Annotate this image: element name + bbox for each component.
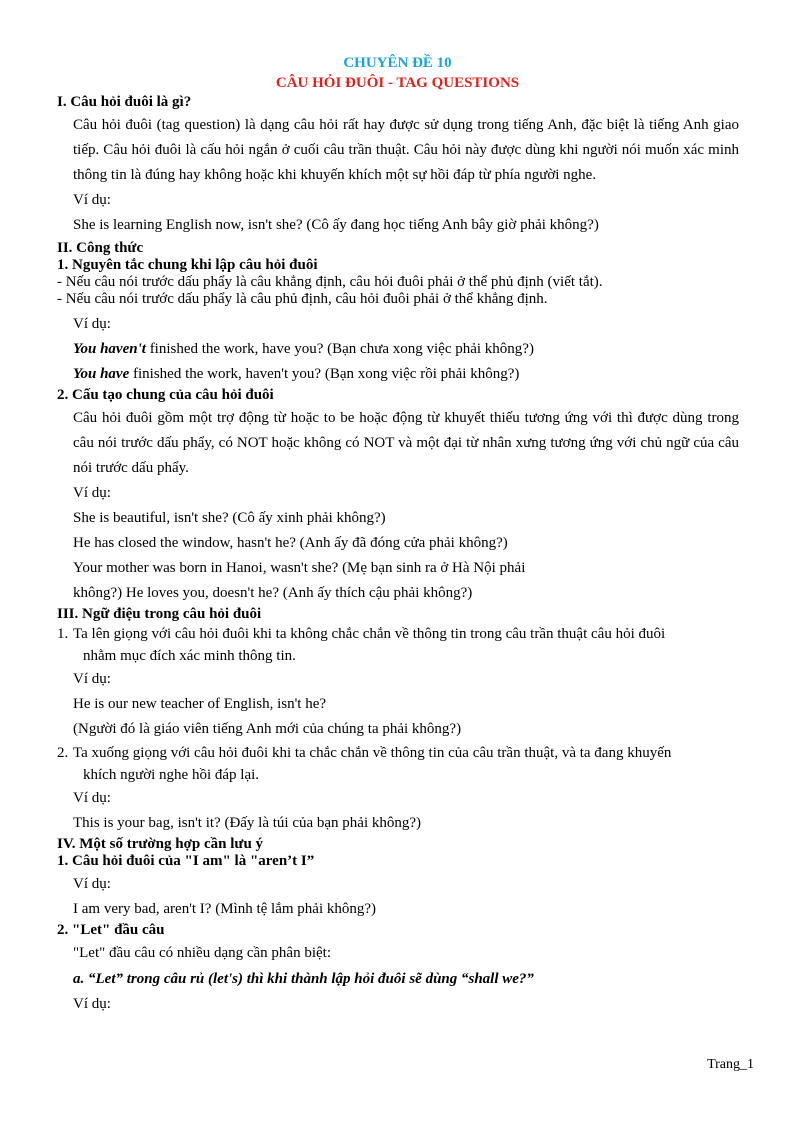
example-subject: You have — [73, 366, 130, 382]
intonation-rule-1 — [57, 623, 739, 667]
example-sentence: She is beautiful, isn't she? (Cô ấy xinh phải không?) — [73, 510, 386, 526]
list-text-continued: nhằm mục đích xác minh thông tin. — [83, 648, 296, 664]
example-translation: (Người đó là giáo viên tiếng Anh mới của chúng ta phải không?) — [73, 721, 462, 737]
section-4-sub-1: 1. Câu hỏi đuôi của "I am" là "aren’t I” — [57, 853, 315, 869]
example-sentence: He is our new teacher of English, isn't he? — [73, 696, 327, 712]
example-rest: finished the work, have you? (Bạn chưa xong việc phải không?) — [145, 341, 534, 357]
example-subject: You haven't — [73, 341, 146, 357]
title-topic: CHUYÊN ĐỀ 10 — [343, 55, 452, 71]
example-sentence — [57, 362, 739, 387]
page-number: Trang_1 — [707, 1057, 754, 1072]
section-4-sub-2: 2. "Let" đầu câu — [57, 922, 165, 938]
list-text-continued: khích người nghe hồi đáp lại. — [83, 767, 260, 783]
list-text: Ta xuống giọng với câu hỏi đuôi khi ta chắc chắn về thông tin của câu trần thuật, và ta đang khuyến — [73, 745, 672, 761]
example-label: Ví dụ: — [73, 316, 111, 332]
section-1-paragraph: Câu hỏi đuôi (tag question) là dạng câu hỏi rất hay được sử dụng trong tiếng Anh, đặc biệt là tiếng Anh giao tiếp. Câu hỏi đuôi là cấu hỏi ngắn ở cuối câu trần thuật. Câu hỏi này được dùng khi người nói muốn xác minh thông tin là đúng hay không hoặc khi khuyến khích một sự hồi đáp từ phía người nghe. — [73, 117, 739, 183]
section-4-heading: IV. Một số trường hợp cần lưu ý — [57, 836, 264, 852]
example-label: Ví dụ: — [73, 192, 111, 208]
intonation-rule-2 — [57, 742, 739, 786]
example-label: Ví dụ: — [73, 485, 111, 501]
section-4-paragraph: "Let" đầu câu có nhiều dạng cần phân biệt: — [73, 945, 331, 961]
example-label: Ví dụ: — [73, 790, 111, 806]
example-label: Ví dụ: — [73, 996, 111, 1012]
example-sentence: Your mother was born in Hanoi, wasn't she? (Mẹ bạn sinh ra ở Hà Nội phải — [73, 560, 526, 576]
rule-affirmative: - Nếu câu nói trước dấu phẩy là câu khẳng định, câu hỏi đuôi phải ở thể phủ định (viết tắt). — [57, 274, 603, 290]
example-label: Ví dụ: — [73, 876, 111, 892]
example-sentence: He has closed the window, hasn't he? (Anh ấy đã đóng cửa phải không?) — [73, 535, 508, 551]
list-number: 1. — [57, 626, 69, 642]
section-3-heading: III. Ngữ điệu trong câu hỏi đuôi — [57, 606, 262, 622]
example-label: Ví dụ: — [73, 671, 111, 687]
list-text: Ta lên giọng với câu hỏi đuôi khi ta không chắc chắn về thông tin trong câu trần thuật câu hỏi đuôi — [73, 626, 666, 642]
example-sentence: She is learning English now, isn't she? (Cô ấy đang học tiếng Anh bây giờ phải không?) — [73, 217, 599, 233]
example-sentence: I am very bad, aren't I? (Mình tệ lắm phải không?) — [73, 901, 377, 917]
section-2-heading: II. Công thức — [57, 240, 144, 256]
document-title — [0, 53, 795, 93]
section-2-sub-1: 1. Nguyên tắc chung khi lập câu hỏi đuôi — [57, 257, 318, 273]
case-a: a. “Let” trong câu rủ (let's) thì khi thành lập hỏi đuôi sẽ dùng “shall we?” — [73, 971, 534, 987]
example-rest: finished the work, haven't you? (Bạn xong việc rồi phải không?) — [129, 366, 520, 382]
title-subject: CÂU HỎI ĐUÔI - TAG QUESTIONS — [275, 75, 520, 91]
section-2-paragraph: Câu hỏi đuôi gồm một trợ động từ hoặc to be hoặc động từ khuyết thiếu tương ứng với thì được dùng trong câu nói trước dấu phẩy, có NOT hoặc không có NOT và một đại từ nhân xưng tương ứng với chủ ngữ của câu nói trước dấu phẩy. — [73, 410, 739, 476]
example-sentence: không?) He loves you, doesn't he? (Anh ấy thích cậu phải không?) — [73, 585, 473, 601]
rule-negative: - Nếu câu nói trước dấu phẩy là câu phủ định, câu hỏi đuôi phải ở thể khẳng định. — [57, 291, 548, 307]
example-sentence — [57, 337, 739, 362]
example-sentence: This is your bag, isn't it? (Đấy là túi của bạn phải không?) — [73, 815, 422, 831]
list-number: 2. — [57, 745, 69, 761]
section-2-sub-2: 2. Cấu tạo chung của câu hỏi đuôi — [57, 387, 274, 403]
section-1-heading: I. Câu hỏi đuôi là gì? — [57, 94, 192, 110]
document-body — [57, 94, 739, 1017]
